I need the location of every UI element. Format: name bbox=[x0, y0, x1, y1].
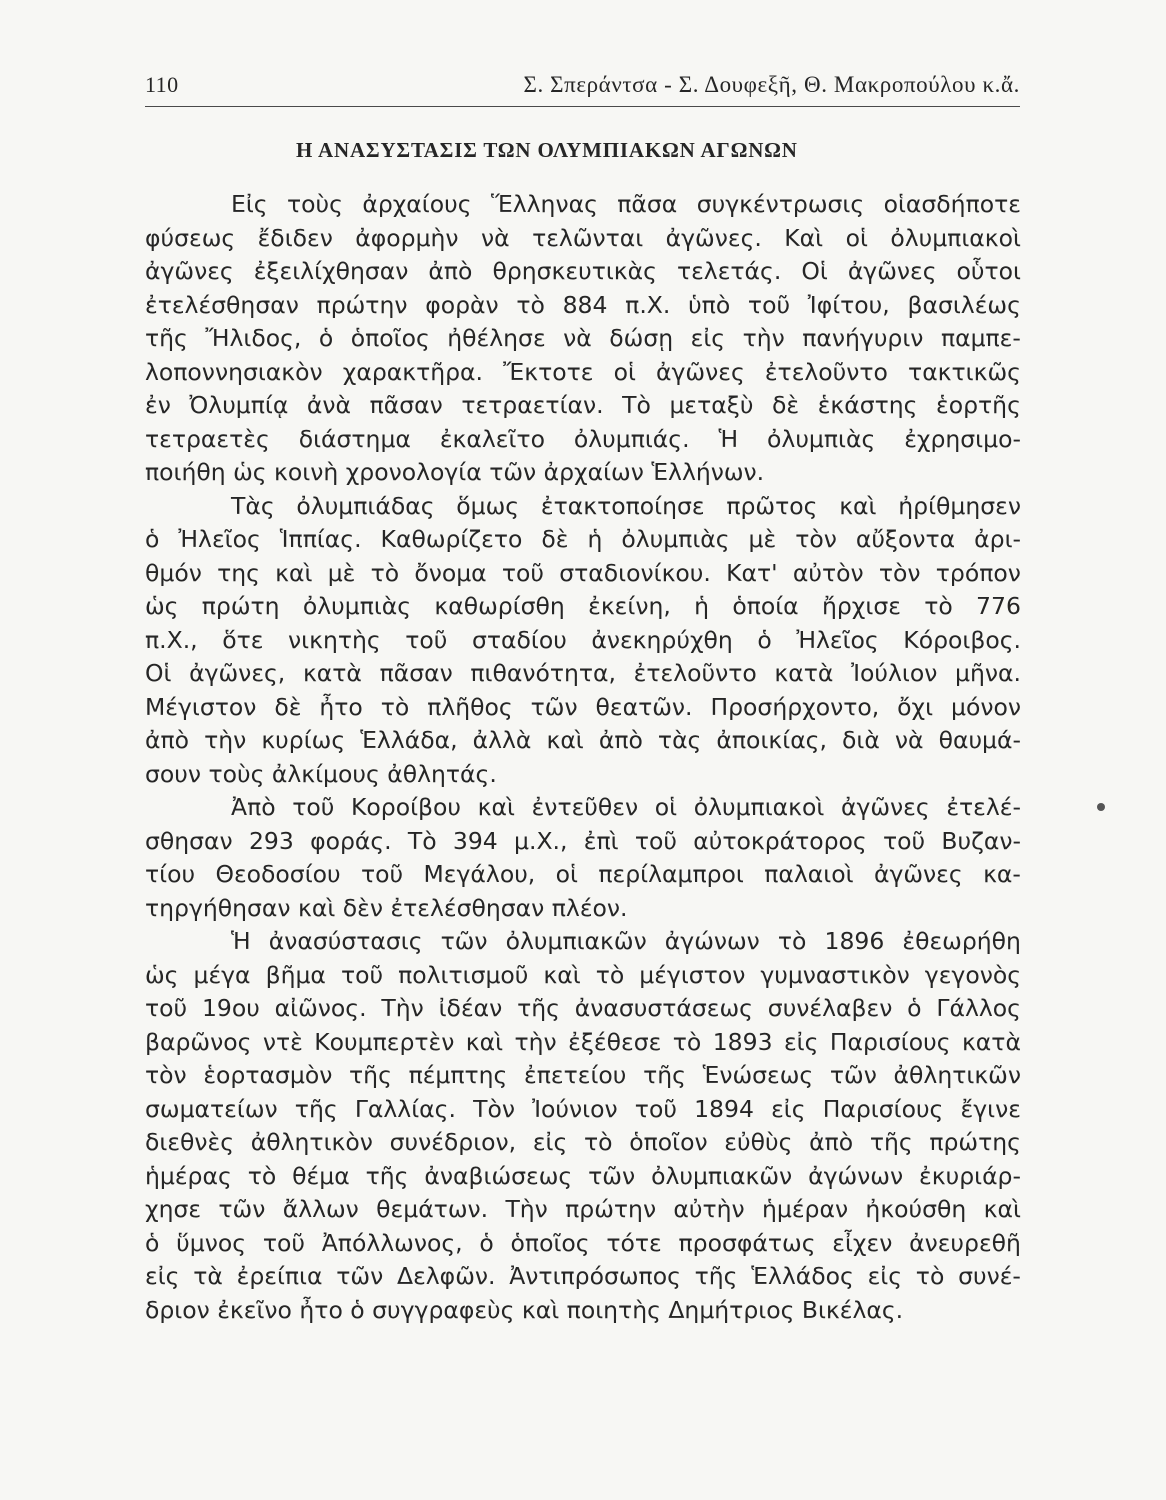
paragraph bbox=[145, 190, 1021, 492]
text-line: π.Χ., ὅτε νικητὴς τοῦ σταδίου ἀνεκηρύχθη ὁ Ἠλεῖος Κόροιβος. bbox=[145, 625, 1021, 654]
text-line: τετραετὲς διάστημα ἐκαλεῖτο ὀλυμπιάς. Ἡ ὀλυμπιὰς ἐχρησιμο- bbox=[145, 424, 1021, 453]
text-line: ἐτελέσθησαν πρώτην φορὰν τὸ 884 π.Χ. ὑπὸ τοῦ Ἰφίτου, βασιλέως bbox=[145, 290, 1021, 319]
text-line: ἀπὸ τὴν κυρίως Ἑλλάδα, ἀλλὰ καὶ ἀπὸ τὰς ἀποικίας, διὰ νὰ θαυμά- bbox=[145, 726, 1021, 754]
text-line: σουν τοὺς ἀλκίμους ἀθλητάς. bbox=[145, 759, 497, 788]
text-line: ὁ Ἠλεῖος Ἱππίας. Καθωρίζετο δὲ ἡ ὀλυμπιὰς μὲ τὸν αὔξοντα ἀρι- bbox=[145, 525, 1021, 553]
header-authors: Σ. Σπεράντσα - Σ. Δουφεξῆ, Θ. Μακροπούλου κ.ἄ. bbox=[523, 72, 1020, 97]
text-line: εἰς τὰ ἐρείπια τῶν Δελφῶν. Ἀντιπρόσωπος τῆς Ἑλλάδος εἰς τὸ συνέ- bbox=[145, 1262, 1021, 1290]
text-line: Μέγιστον δὲ ἦτο τὸ πλῆθος τῶν θεατῶν. Προσήρχοντο, ὄχι μόνον bbox=[145, 692, 1021, 721]
text-line: σωματείων τῆς Γαλλίας. Τὸν Ἰούνιον τοῦ 1894 εἰς Παρισίους ἔγινε bbox=[145, 1094, 1021, 1123]
text-line: διεθνὲς ἀθλητικὸν συνέδριον, εἰς τὸ ὁποῖον εὐθὺς ἀπὸ τῆς πρώτης bbox=[145, 1128, 1021, 1156]
text-line: φύσεως ἔδιδεν ἀφορμὴν νὰ τελῶνται ἀγῶνες. Καὶ οἱ ὀλυμπιακοὶ bbox=[145, 223, 1021, 252]
paragraph bbox=[145, 793, 1021, 927]
paragraph bbox=[145, 492, 1021, 794]
text-line: δριον ἐκεῖνο ἦτο ὁ συγγραφεὺς καὶ ποιητὴς Δημήτριος Βικέλας. bbox=[145, 1295, 904, 1324]
text-line: τὸν ἑορτασμὸν τῆς πέμπτης ἐπετείου τῆς Ἑνώσεως τῶν ἀθλητικῶν bbox=[145, 1061, 1021, 1089]
text-line: ὡς μέγα βῆμα τοῦ πολιτισμοῦ καὶ τὸ μέγιστον γυμναστικὸν γεγονὸς bbox=[145, 960, 1021, 989]
text-line: Εἰς τοὺς ἀρχαίους Ἕλληνας πᾶσα συγκέντρωσις οἱασδήποτε bbox=[231, 190, 1021, 218]
text-line: ἀγῶνες ἐξειλίχθησαν ἀπὸ θρησκευτικὰς τελετάς. Οἱ ἀγῶνες οὗτοι bbox=[145, 257, 1021, 285]
text-line: Οἱ ἀγῶνες, κατὰ πᾶσαν πιθανότητα, ἐτελοῦντο κατὰ Ἰούλιον μῆνα. bbox=[145, 659, 1021, 687]
text-line: τηργήθησαν καὶ δὲν ἐτελέσθησαν πλέον. bbox=[145, 893, 628, 922]
text-line: λοποννησιακὸν χαρακτῆρα. Ἔκτοτε οἱ ἀγῶνες ἐτελοῦντο τακτικῶς bbox=[145, 357, 1021, 386]
text-line: τῆς Ἤλιδος, ὁ ὁποῖος ἠθέλησε νὰ δώσῃ εἰς τὴν πανήγυριν παμπε- bbox=[145, 324, 1021, 352]
text-line: ἐν Ὀλυμπίᾳ ἀνὰ πᾶσαν τετραετίαν. Τὸ μεταξὺ δὲ ἑκάστης ἑορτῆς bbox=[145, 391, 1021, 419]
text-line: ἡμέρας τὸ θέμα τῆς ἀναβιώσεως τῶν ὀλυμπιακῶν ἀγώνων ἐκυριάρ- bbox=[145, 1161, 1021, 1190]
text-line: ὡς πρώτη ὀλυμπιὰς καθωρίσθη ἐκείνη, ἡ ὁποία ἤρχισε τὸ 776 bbox=[145, 592, 1021, 620]
text-line: τοῦ 19ου αἰῶνος. Τὴν ἰδέαν τῆς ἀνασυστάσεως συνέλαβεν ὁ Γάλλος bbox=[145, 994, 1021, 1022]
text-line: Ἡ ἀνασύστασις τῶν ὀλυμπιακῶν ἀγώνων τὸ 1896 ἐθεωρήθη bbox=[231, 927, 1021, 955]
text-line: Τὰς ὀλυμπιάδας ὅμως ἐτακτοποίησε πρῶτος καὶ ἠρίθμησεν bbox=[231, 491, 1021, 520]
text-line: βαρῶνος ντὲ Κουμπερτὲν καὶ τὴν ἐξέθεσε τὸ 1893 εἰς Παρισίους κατὰ bbox=[145, 1027, 1021, 1056]
running-header bbox=[145, 66, 1020, 107]
body-text bbox=[145, 190, 1021, 1329]
text-line: ποιήθη ὡς κοινὴ χρονολογία τῶν ἀρχαίων Ἑλλήνων. bbox=[145, 458, 765, 486]
ink-speck bbox=[1097, 803, 1105, 811]
text-line: Ἀπὸ τοῦ Κοροίβου καὶ ἐντεῦθεν οἱ ὀλυμπιακοὶ ἀγῶνες ἐτελέ- bbox=[231, 793, 1021, 821]
paragraph bbox=[145, 927, 1021, 1329]
section-title: Η ΑΝΑΣΥΣΤΑΣΙΣ ΤΩΝ ΟΛΥΜΠΙΑΚΩΝ ΑΓΩΝΩΝ bbox=[296, 138, 798, 162]
text-line: χησε τῶν ἄλλων θεμάτων. Τὴν πρώτην αὐτὴν ἡμέραν ἠκούσθη καὶ bbox=[145, 1195, 1021, 1223]
text-line: ὁ ὕμνος τοῦ Ἀπόλλωνος, ὁ ὁποῖος τότε προσφάτως εἶχεν ἀνευρεθῆ bbox=[145, 1228, 1021, 1257]
text-line: τίου Θεοδοσίου τοῦ Μεγάλου, οἱ περίλαμπροι παλαιοὶ ἀγῶνες κα- bbox=[145, 860, 1021, 888]
text-line: σθησαν 293 φοράς. Τὸ 394 μ.Χ., ἐπὶ τοῦ αὐτοκράτορος τοῦ Βυζαν- bbox=[145, 826, 1021, 855]
text-line: θμόν της καὶ μὲ τὸ ὄνομα τοῦ σταδιονίκου. Κατ' αὐτὸν τὸν τρόπον bbox=[145, 558, 1021, 587]
page-number: 110 bbox=[145, 72, 179, 97]
